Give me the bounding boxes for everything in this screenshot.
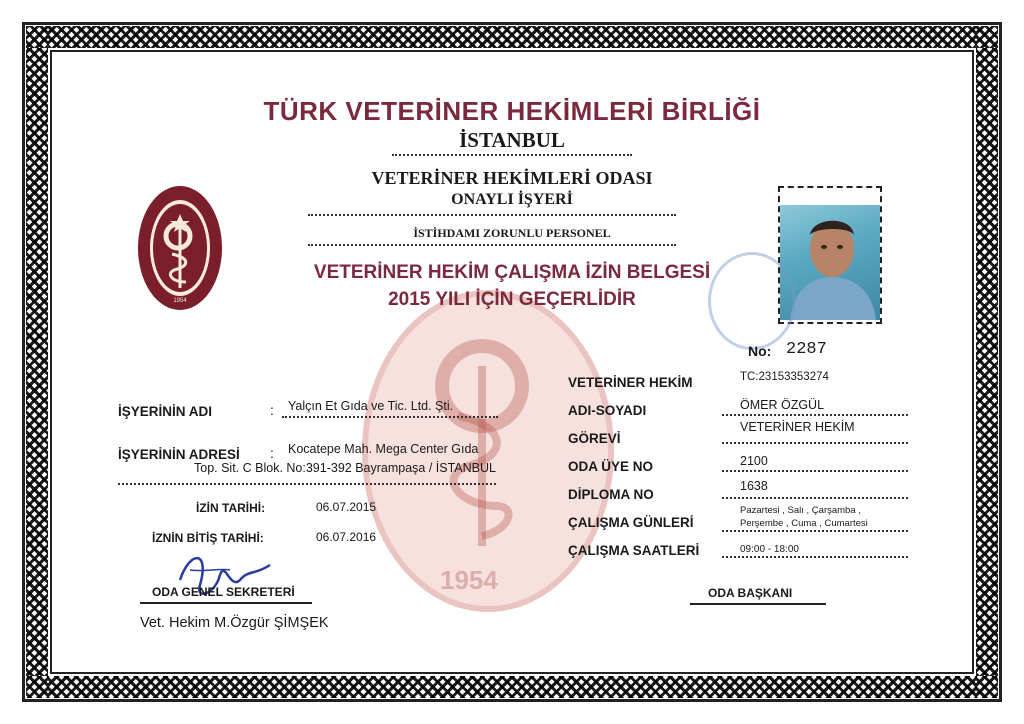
vet-name-label: ADI-SOYADI bbox=[568, 403, 647, 418]
workplace-address-line1: Kocatepe Mah. Mega Center Gıda bbox=[288, 442, 479, 456]
vet-days-line2: Perşembe , Cuma , Cumartesi bbox=[740, 518, 868, 529]
workplace-name-label: İŞYERİNİN ADI bbox=[118, 404, 213, 419]
vet-diploma-value: 1638 bbox=[740, 479, 768, 493]
valid-for-title: 2015 YILI İÇİN GEÇERLİDİR bbox=[388, 289, 636, 310]
divider bbox=[282, 416, 498, 418]
end-date-value: 06.07.2016 bbox=[316, 530, 377, 544]
secretary-title: ODA GENEL SEKRETERİ bbox=[152, 585, 295, 599]
vet-duty-value: VETERİNER HEKİM bbox=[740, 420, 855, 434]
workplace-address-label: İŞYERİNİN ADRESİ bbox=[118, 447, 240, 462]
signature-line bbox=[140, 602, 312, 604]
divider bbox=[118, 483, 496, 485]
handwritten-signature-icon bbox=[170, 540, 280, 610]
union-seal-icon bbox=[136, 184, 224, 312]
divider bbox=[392, 154, 632, 156]
workplace-name-value: Yalçın Et Gıda ve Tic. Ltd. Şti. bbox=[288, 399, 454, 413]
vet-member-value: 2100 bbox=[740, 454, 768, 468]
employment-title: İSTİHDAMI ZORUNLU PERSONEL bbox=[413, 226, 611, 240]
permit-title: VETERİNER HEKİM ÇALIŞMA İZİN BELGESİ bbox=[313, 262, 711, 283]
chamber-title: VETERİNER HEKİMLERİ ODASI bbox=[371, 168, 653, 188]
end-date-label: İZNİN BİTİŞ TARİHİ: bbox=[152, 531, 264, 545]
divider bbox=[308, 244, 676, 246]
divider bbox=[722, 414, 908, 416]
divider bbox=[722, 470, 908, 472]
vet-name-value: ÖMER ÖZGÜL bbox=[740, 398, 825, 412]
colon: : bbox=[270, 445, 274, 461]
watermark-year: 1954 bbox=[440, 565, 498, 595]
vet-days-line1: Pazartesi , Salı , Çarşamba , bbox=[740, 505, 861, 516]
signature bbox=[170, 540, 280, 610]
permit-date-label: İZİN TARİHİ: bbox=[196, 501, 266, 515]
secretary-name: Vet. Hekim M.Özgür ŞİMŞEK bbox=[140, 615, 329, 631]
colon: : bbox=[270, 402, 274, 418]
document-no-value: 2287 bbox=[786, 340, 827, 359]
vet-member-label: ODA ÜYE NO bbox=[568, 459, 654, 474]
president-title: ODA BAŞKANI bbox=[708, 586, 793, 600]
divider bbox=[722, 497, 908, 499]
stamp-mark bbox=[708, 252, 796, 350]
vet-hours-label: ÇALIŞMA SAATLERİ bbox=[568, 543, 700, 558]
union-title: TÜRK VETERİNER HEKİMLERİ BİRLİĞİ bbox=[263, 96, 761, 126]
divider bbox=[308, 214, 676, 216]
approved-title: ONAYLI İŞYERİ bbox=[451, 191, 573, 208]
signature-line bbox=[690, 603, 826, 605]
vet-duty-label: GÖREVİ bbox=[568, 431, 621, 446]
divider bbox=[722, 530, 908, 532]
divider bbox=[722, 442, 908, 444]
union-seal bbox=[136, 184, 224, 312]
workplace-address-line2: Top. Sit. C Blok. No:391-392 Bayrampaşa / İSTANBUL bbox=[194, 461, 496, 475]
vet-days-label: ÇALIŞMA GÜNLERİ bbox=[568, 515, 694, 530]
permit-date-value: 06.07.2015 bbox=[316, 500, 377, 514]
city-title: İSTANBUL bbox=[459, 128, 565, 152]
document-no-label: No: bbox=[748, 343, 772, 359]
divider bbox=[722, 556, 908, 558]
seal-year: 1954 bbox=[173, 298, 187, 304]
vet-hours-value: 09:00 - 18:00 bbox=[740, 544, 799, 555]
vet-tc-value: TC:23153353274 bbox=[740, 371, 829, 383]
vet-header-label: VETERİNER HEKİM bbox=[568, 375, 693, 390]
vet-diploma-label: DİPLOMA NO bbox=[568, 487, 654, 502]
